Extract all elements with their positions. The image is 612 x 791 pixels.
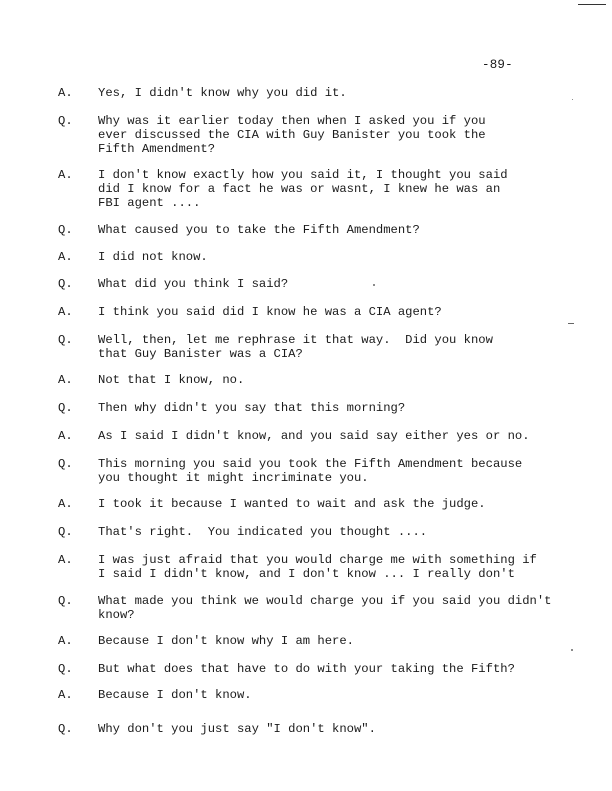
testimony-text: What caused you to take the Fifth Amendment? [98, 223, 420, 237]
testimony-text: Yes, I didn't know why you did it. [98, 86, 347, 100]
speaker-label: Q. [58, 277, 73, 291]
page-number: -89- [482, 58, 513, 72]
testimony-text: That's right. You indicated you thought .... [98, 525, 428, 539]
testimony-text: What did you think I said? [98, 277, 289, 291]
testimony-text: I think you said did I know he was a CIA agent? [98, 305, 442, 319]
testimony-text: I did not know. [98, 250, 208, 264]
testimony-text: I was just afraid that you would charge me with something if I said I didn't know, and I don't know ... I really don't [98, 553, 537, 581]
speaker-label: A. [58, 168, 73, 182]
speaker-label: A. [58, 250, 73, 264]
testimony-text: But what does that have to do with your taking the Fifth? [98, 662, 515, 676]
testimony-text: Because I don't know why I am here. [98, 634, 354, 648]
testimony-text: I took it because I wanted to wait and ask the judge. [98, 497, 486, 511]
testimony-text: Not that I know, no. [98, 373, 245, 387]
speaker-label: Q. [58, 525, 73, 539]
speaker-label: Q. [58, 114, 73, 128]
speaker-label: Q. [58, 594, 73, 608]
scan-speck [373, 284, 375, 286]
testimony-text: Well, then, let me rephrase it that way. Did you know that Guy Banister was a CIA? [98, 333, 493, 361]
scan-speck [568, 323, 574, 324]
scan-speck [571, 649, 573, 651]
speaker-label: Q. [58, 457, 73, 471]
speaker-label: A. [58, 634, 73, 648]
speaker-label: A. [58, 305, 73, 319]
testimony-text: Then why didn't you say that this morning? [98, 401, 406, 415]
scan-edge-mark [578, 4, 606, 5]
speaker-label: Q. [58, 333, 73, 347]
speaker-label: A. [58, 497, 73, 511]
scan-speck [572, 99, 573, 100]
speaker-label: Q. [58, 722, 73, 736]
speaker-label: A. [58, 553, 73, 567]
speaker-label: A. [58, 86, 73, 100]
speaker-label: Q. [58, 662, 73, 676]
speaker-label: A. [58, 688, 73, 702]
testimony-text: As I said I didn't know, and you said say either yes or no. [98, 429, 530, 443]
speaker-label: Q. [58, 401, 73, 415]
speaker-label: Q. [58, 223, 73, 237]
speaker-label: A. [58, 429, 73, 443]
testimony-text: I don't know exactly how you said it, I thought you said did I know for a fact he was or wasnt, I knew he was an FBI agent .... [98, 168, 508, 210]
testimony-text: This morning you said you took the Fifth Amendment because you thought it might incriminate you. [98, 457, 523, 485]
testimony-text: Why don't you just say "I don't know". [98, 722, 376, 736]
testimony-text: What made you think we would charge you if you said you didn't know? [98, 594, 552, 622]
testimony-text: Why was it earlier today then when I asked you if you ever discussed the CIA with Guy Banister you took the Fifth Amendment? [98, 114, 486, 156]
testimony-text: Because I don't know. [98, 688, 252, 702]
speaker-label: A. [58, 373, 73, 387]
